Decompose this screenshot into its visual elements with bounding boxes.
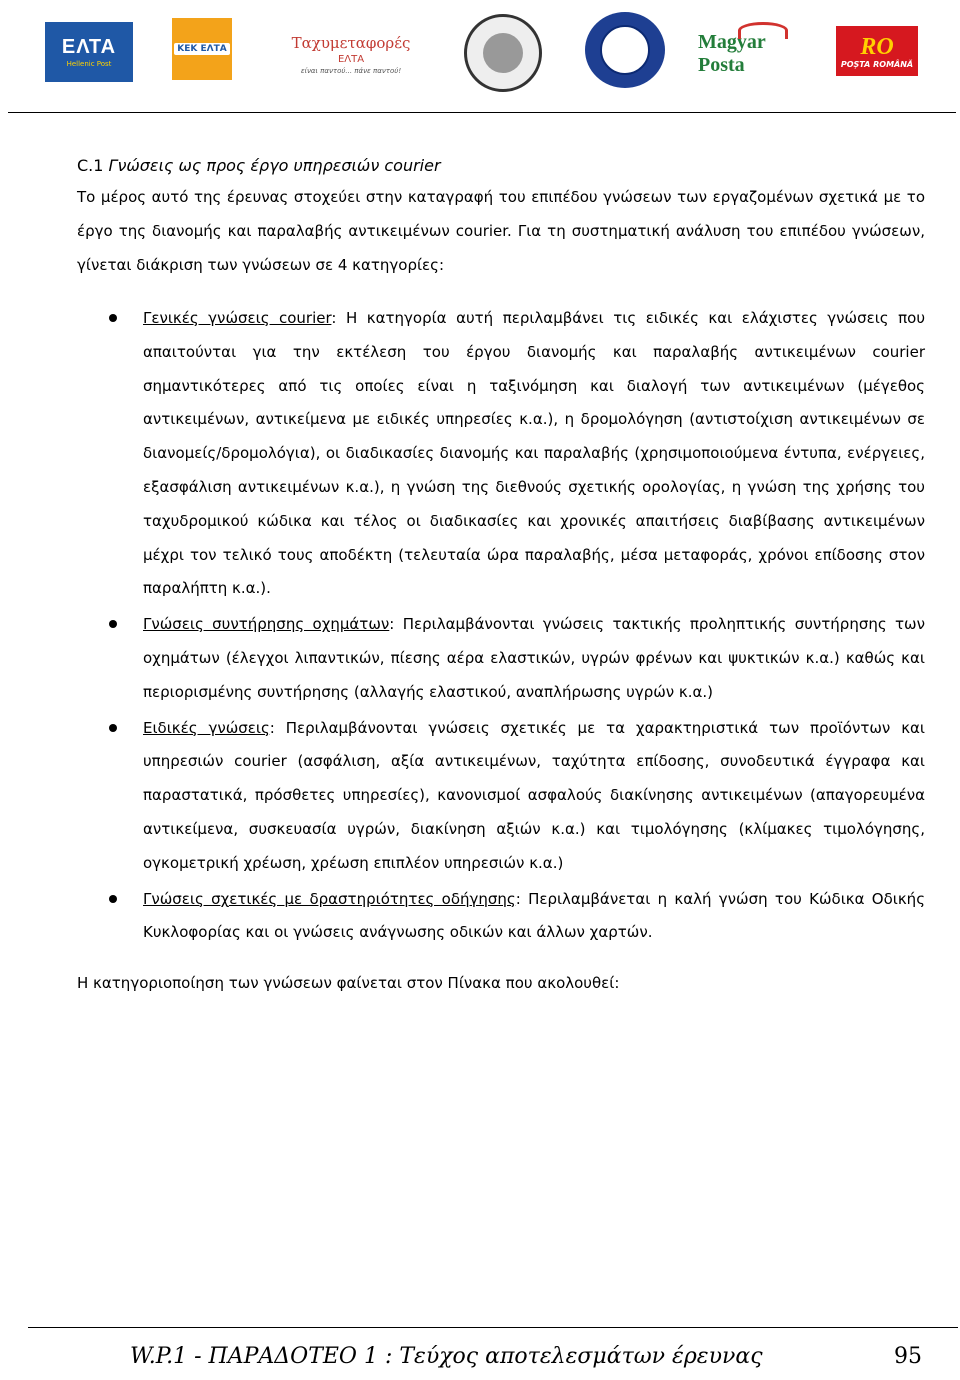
athena-logo <box>585 12 665 88</box>
page-number: 95 <box>894 1344 922 1369</box>
category-term: Γνώσεις συντήρησης οχημάτων <box>143 615 390 634</box>
athena-emblem-icon <box>600 25 650 75</box>
taxymetafores-logo-subtext: ΕΛΤΑ <box>337 53 365 65</box>
category-term: Γνώσεις σχετικές με δραστηριότητες οδήγησης <box>143 889 516 908</box>
section-heading <box>77 152 925 180</box>
magyar-posta-logo-text: Magyar Posta <box>698 31 766 76</box>
footer-title: W.P.1 - ΠΑΡΑΔΟΤΕΟ 1 : Τεύχος αποτελεσμάτων έρευνας <box>130 1344 763 1369</box>
intro-paragraph: Το μέρος αυτό της έρευνας στοχεύει στην καταγραφή του επιπέδου γνώσεων των εργαζομένων σχετικά με το έργο της διανομής και παραλαβής αντικειμένων courier. Για τη συστηματική ανάλυση του επιπέδου γνώσεων, γίνεται διάκριση των γνώσεων σε 4 κατηγορίες: <box>77 188 925 274</box>
seal-logo <box>464 14 542 92</box>
main-content <box>77 140 925 1015</box>
bullet-icon <box>109 895 117 903</box>
magyar-posta-logo <box>698 28 798 80</box>
posta-romana-logo-subtext: POȘTA ROMÂNĂ <box>840 59 914 69</box>
posthorn-icon <box>738 22 788 39</box>
footer-divider <box>28 1327 958 1328</box>
list-item <box>77 883 925 951</box>
kek-elta-logo <box>172 18 232 80</box>
category-list <box>77 302 925 950</box>
page-footer <box>130 1344 930 1376</box>
category-text: : Περιλαμβάνονται γνώσεις σχετικές με τα χαρακτηριστικά των προϊόντων και υπηρεσιών courier (ασφάλιση, αξία αντικειμένων, ταχύτητα επίδοσης, συνοδευτικά έγγραφα και παραστατικά, πρόσθετες υπηρεσίες), κανονισμοί ασφαλούς διακίνησης αντικειμένων (απαγορευμένα αντικείμενα, συσκευασία υγρών, διακίνηση αξιών κ.α.) και τιμολόγησης (κλίμακες τιμολόγησης, ογκομετρική χρέωση, χρέωση επιπλέον υπηρεσιών κ.α.) <box>143 718 925 872</box>
bullet-icon <box>109 724 117 732</box>
list-item <box>77 712 925 881</box>
taxymetafores-logo <box>292 26 410 82</box>
kek-elta-logo-text: ΚΕΚ ΕΛΤΑ <box>174 43 229 55</box>
seal-emblem-icon <box>483 33 523 73</box>
section-number: C.1 <box>77 156 104 175</box>
closing-paragraph: Η κατηγοριοποίηση των γνώσεων φαίνεται στον Πίνακα που ακολουθεί: <box>77 974 620 993</box>
bullet-icon <box>109 314 117 322</box>
elta-logo-subtext: Hellenic Post <box>66 60 112 68</box>
category-text: : Περιλαμβάνεται η καλή γνώση του Κώδικα Οδικής Κυκλοφορίας και οι γνώσεις ανάγνωσης οδικών και άλλων χαρτών. <box>143 889 925 942</box>
header-divider <box>8 112 956 113</box>
posta-romana-logo-text: RO <box>860 33 894 60</box>
bullet-icon <box>109 620 117 628</box>
elta-logo <box>45 22 133 82</box>
section-title: Γνώσεις ως προς έργο υπηρεσιών courier <box>108 156 441 175</box>
taxymetafores-logo-text: Ταχυμεταφορές <box>291 33 411 52</box>
category-term: Γενικές γνώσεις courier <box>143 309 332 327</box>
list-item <box>77 608 925 709</box>
list-item <box>77 302 925 606</box>
taxymetafores-logo-tagline: είναι παντού... πάνε παντού! <box>300 66 402 75</box>
posta-romana-logo <box>836 26 918 76</box>
category-term: Ειδικές γνώσεις <box>143 718 270 737</box>
category-text: : Η κατηγορία αυτή περιλαμβάνει τις ειδικές και ελάχιστες γνώσεις που απαιτούνται για την εκτέλεση του έργου διανομής και παραλαβής αντικειμένων courier σημαντικότερες από τις οποίες είναι η ταξινόμηση και διαλογή των αντικειμένων (μέγεθος αντικειμένων, αντικείμενα με ειδικές υπηρεσίες κ.α.), η δρομολόγηση (αντιστοίχιση αντικειμένων σε διανομείς/δρομολόγια), οι διαδικασίες διανομής και παραλαβής (χρησιμοποιούμενα έντυπα, ενέργειες, εξασφάλιση αντικειμένων κ.α.), η γνώση της διεθνούς σχετικής ορολογίας, η γνώση της χρήσης του ταχυδρομικού κώδικα και τέλος οι διαδικασίες και χρονικές απαιτήσεις διαβίβασης αντικειμένων μέχρι τον τελικό τους αποδέκτη (τελευταία ώρα παραλαβής, μέσα μεταφοράς, χρόνοι επίδοσης στον παραλήπτη κ.α.). <box>143 309 925 598</box>
header-logos <box>40 12 930 92</box>
category-text: : Περιλαμβάνονται γνώσεις τακτικής προληπτικής συντήρησης των οχημάτων (έλεγχοι λιπαντικών, πίεσης αέρα ελαστικών, υγρών φρένων και ψυκτικών κ.α.) καθώς και περιορισμένης συντήρησης (αλλαγής ελαστικού, αναπλήρωσης υγρών κ.α.) <box>143 615 925 701</box>
elta-logo-text: ΕΛΤΑ <box>61 36 117 58</box>
